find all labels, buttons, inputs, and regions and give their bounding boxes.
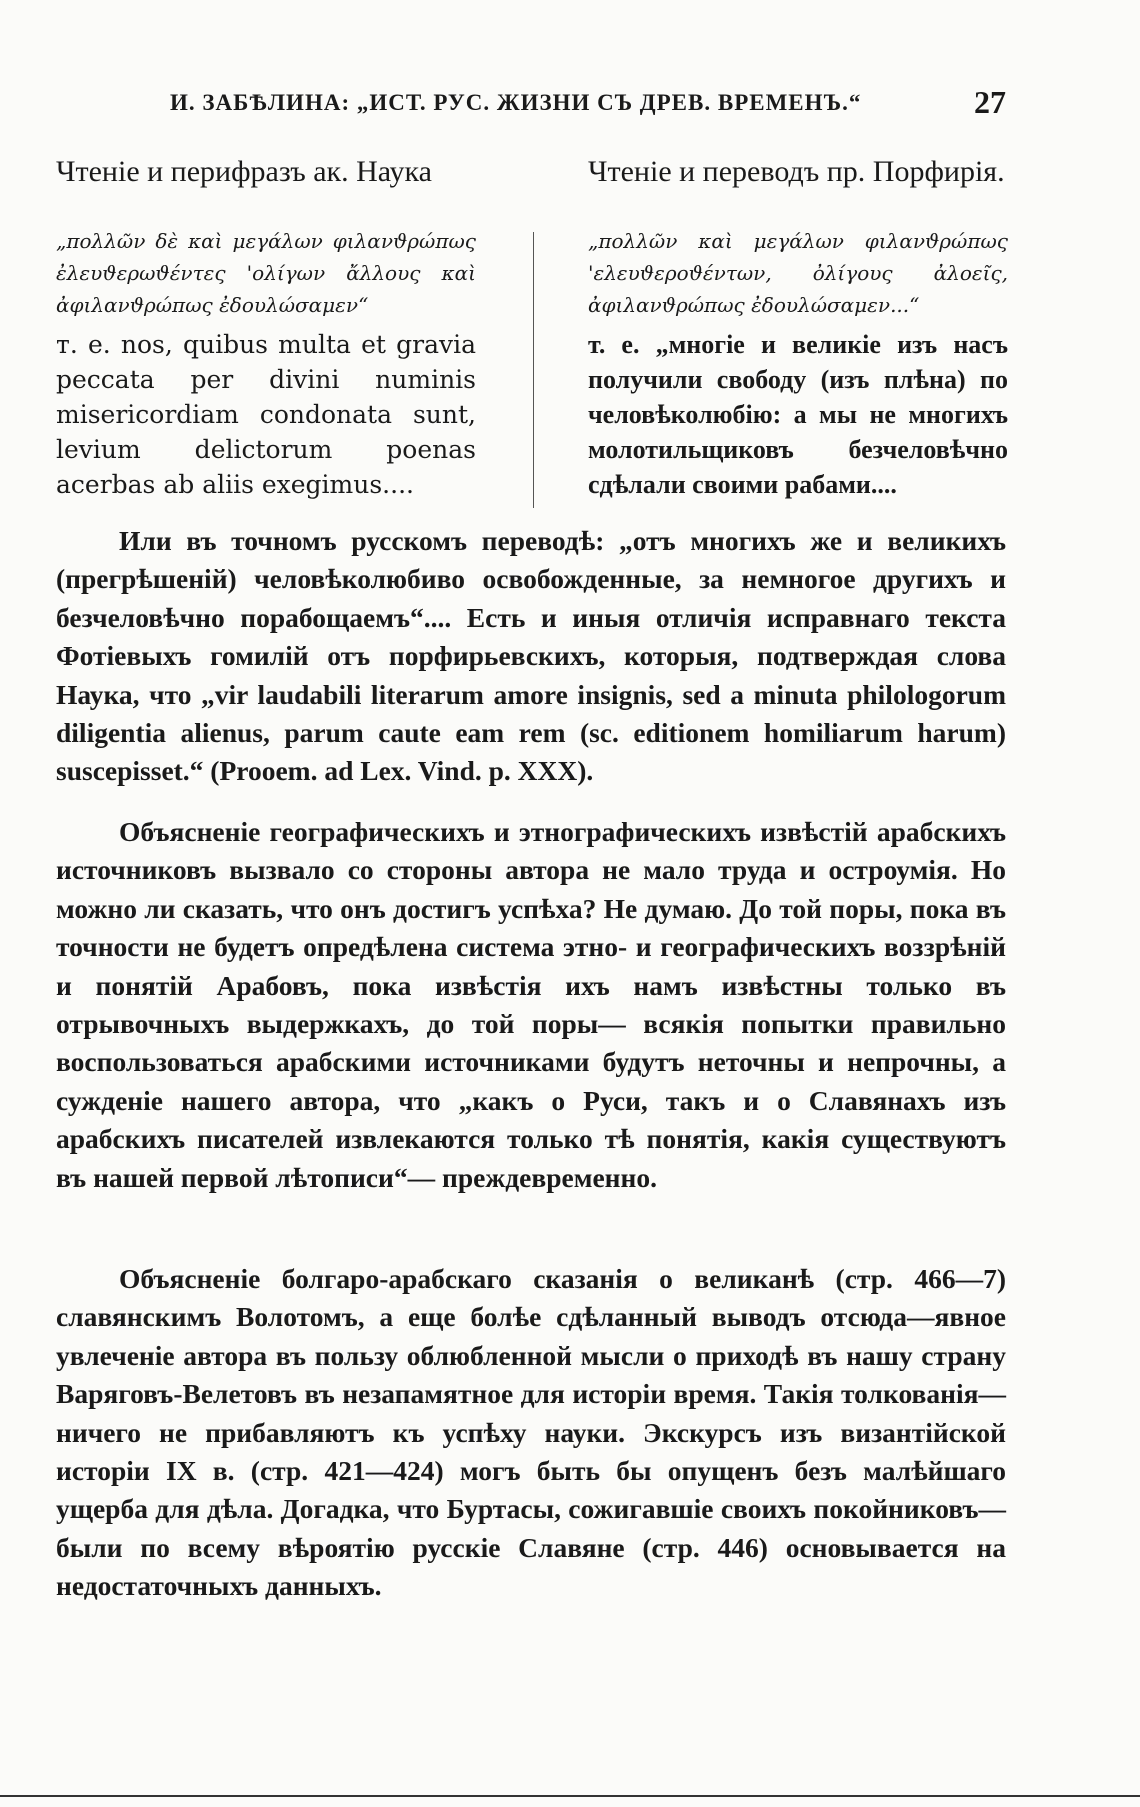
paragraph-1: Или въ точномъ русскомъ переводѣ: „отъ многихъ же и великихъ (прегрѣшеній) человѣколюбиво освобожденные, за немногое другихъ и безчеловѣчно порабощаемъ“.... Есть и иныя отличія исправнаго текста Фотіевыхъ гомилій отъ порфирьевскихъ, которыя, подтверждая слова Наука, что „vir laudabili literarum amore insignis, sed a minuta philologorum diligentia alienus, parum caute eam rem (sc. editionem homiliarum harum) suscepisset.“ (Prooem. ad Lex. Vind. p. XXX). <box>56 525 1006 787</box>
paragraph-3: Объясненіе болгаро-арабскаго сказанія о великанѣ (стр. 466—7) славянскимъ Волотомъ, а еще болѣе сдѣланный выводъ отсюда—явное увлеченіе автора въ пользу облюбленной мысли о приходѣ въ нашу страну Варяговъ-Велетовъ въ незапамятное для исторіи время. Такія толкованія—ничего не прибавляютъ къ успѣху науки. Экскурсъ изъ византійской исторіи IX в. (стр. 421—424) могъ быть бы опущенъ безъ малѣйшаго ущерба для дѣла. Догадка, что Буртасы, сожигавшіе своихъ покойниковъ—были по всему вѣроятію русскіе Славяне (стр. 446) основывается на недостаточныхъ данныхъ. <box>56 1263 1006 1602</box>
page-number: 27 <box>974 84 1006 120</box>
right-russian-translation: т. е. „многіе и великіе изъ насъ получили свободу (изъ плѣна) по человѣколюбію: а мы не многихъ молотильщиковъ безчеловѣчно сдѣлали своими рабами.... <box>588 330 1008 499</box>
right-column-title: Чтеніе и переводъ пр. Порфирія. <box>588 155 1005 188</box>
left-column-title: Чтеніе и перифразъ ак. Наука <box>56 155 432 188</box>
left-greek-quote: „πολλῶν δὲ καὶ μεγάλων φιλανϑρώπως ἐλευϑερωϑέντες 'ολίγων ἄλλους καὶ ἀφιλανϑρώπως ἐδουλώσαμεν“ <box>56 229 476 317</box>
right-greek-quote: „πολλῶν καὶ μεγάλων φιλανϑρώπως 'ελευϑεροϑέντων, ὀλίγους ἀλοεῖς, ἀφιλανϑρώπως ἐδουλώσαμεν...“ <box>588 229 1008 317</box>
left-column <box>56 225 476 502</box>
bottom-rule <box>0 1795 1140 1797</box>
left-latin-translation: т. е. nos, quibus multa et gravia peccata per divini numinis misericordiam condonata sunt, levium delictorum poenas acerbas ab aliis exegimus.... <box>56 330 476 499</box>
column-divider <box>533 232 534 508</box>
running-title: И. ЗАБѢЛИНА: „ИСТ. РУС. ЖИЗНИ СЪ ДРЕВ. ВРЕМЕНЪ.“ <box>170 90 862 115</box>
right-column <box>588 225 1008 502</box>
paragraph-2: Объясненіе географическихъ и этнографическихъ извѣстій арабскихъ источниковъ вызвало со стороны автора не мало труда и остроумія. Но можно ли сказать, что онъ достигъ успѣха? Не думаю. До той поры, пока въ точности не будетъ опредѣлена система этно- и географическихъ воззрѣній и понятій Арабовъ, пока извѣстія ихъ намъ извѣстны только въ отрывочныхъ выдержкахъ, до той поры— всякія попытки правильно воспользоваться арабскими источниками будутъ неточны и непрочны, а сужденіе нашего автора, что „какъ о Руси, такъ и о Славянахъ изъ арабскихъ писателей извлекаются только тѣ понятія, какія существуютъ въ нашей первой лѣтописи“— преждевременно. <box>56 816 1006 1193</box>
page-header <box>58 84 1006 124</box>
